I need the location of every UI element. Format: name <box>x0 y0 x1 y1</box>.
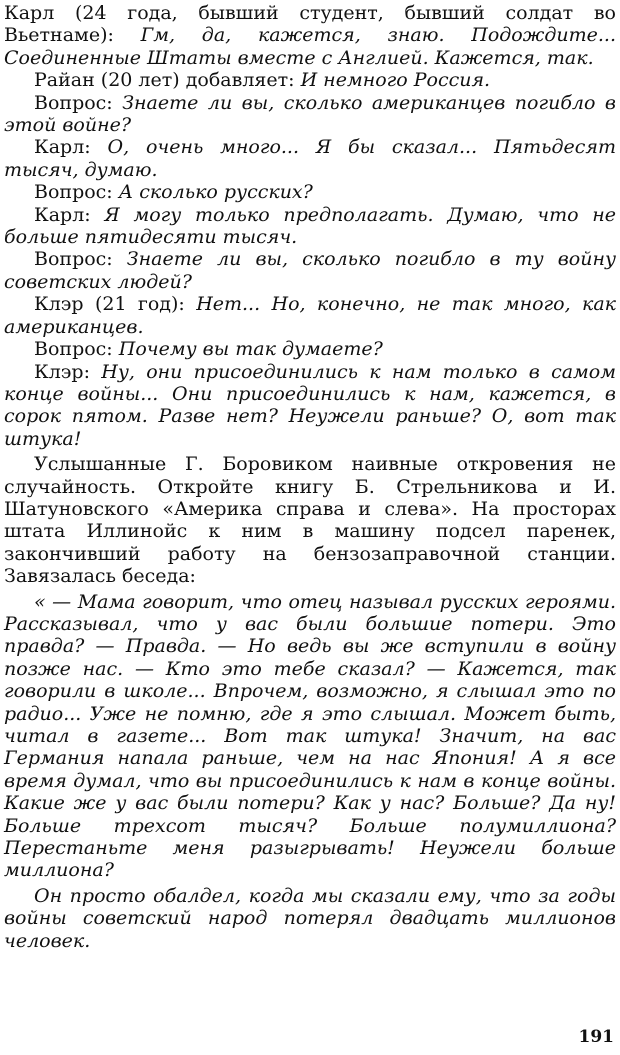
dialogue-line-8 <box>4 293 616 338</box>
dialogue-line-9 <box>4 338 616 360</box>
speech: Ну, они присоединились к нам только в самом конце войны... Они присоединились к нам, кажется, в сорок пятом. Разве нет? Неужели раньше? О, вот так штука! <box>4 360 616 450</box>
speaker: Вопрос: <box>34 91 113 114</box>
dialogue-line-6 <box>4 204 616 249</box>
speaker: Райан (20 лет) добавляет: <box>34 69 295 92</box>
dialogue-line-7 <box>4 248 616 293</box>
dialogue-line-1 <box>4 2 616 69</box>
speech: И немного Россия. <box>300 69 491 92</box>
speech: Гм, да, кажется, знаю. Подождите... Соединенные Штаты вместе с Англией. Кажется, так. <box>4 24 616 69</box>
speech: А сколько русских? <box>118 181 313 204</box>
speech: Знаете ли вы, сколько погибло в ту войну советских людей? <box>4 248 616 293</box>
dialogue-line-3 <box>4 92 616 137</box>
dialogue-line-10 <box>4 361 616 451</box>
speech: Знаете ли вы, сколько американцев погибло в этой войне? <box>4 91 616 137</box>
page-number: 191 <box>578 1027 614 1047</box>
speaker: Карл (24 года, бывший студент, бывший солдат во Вьетнаме): <box>4 2 616 47</box>
speech: О, очень много... Я бы сказал... Пятьдесят тысяч, думаю. <box>4 136 616 181</box>
quoted-dialogue: « — Мама говорит, что отец называл русских героями. Рассказывал, что у вас были большие потери. Это правда? — Правда. — Но ведь вы же вступили в войну позже нас. — Кто это тебе сказал? — Кажется, так говорили в школе... Впрочем, возможно, я слышал это по радио... Уже не помню, где я это слышал. Может быть, читал в газете... Вот так штука! Значит, на вас Германия напала раньше, чем на нас Япония! А я все время думал, что вы присоединились к нам в конце войны. Какие же у вас были потери? Как у нас? Больше? Да ну! Больше трехсот тысяч? Больше полумиллиона? Перестаньте меня разыгрывать! Неужели больше миллиона? <box>4 590 616 882</box>
narrative-paragraph: Услышанные Г. Боровиком наивные откровения не случайность. Откройте книгу Б. Стрельникова и И. Шатуновского «Америка справа и слева». На просторах штата Иллинойс к ним в машину подсел паренек, закончивший работу на бензозаправочной станции. Завязалась беседа: <box>4 453 616 588</box>
closing-paragraph: Он просто обалдел, когда мы сказали ему, что за годы войны советский народ потерял двадцать миллионов человек. <box>4 884 616 952</box>
speaker: Карл: <box>34 136 91 159</box>
speaker: Клэр: <box>34 360 90 383</box>
dialogue-line-4 <box>4 136 616 181</box>
speaker: Вопрос: <box>34 181 113 204</box>
dialogue-line-2 <box>4 69 616 91</box>
speech: Нет... Но, конечно, не так много, как американцев. <box>4 293 616 338</box>
speech: Я могу только предполагать. Думаю, что не больше пятидесяти тысяч. <box>4 203 616 249</box>
speaker: Карл: <box>34 203 91 226</box>
speech: Почему вы так думаете? <box>118 338 383 361</box>
speaker: Вопрос: <box>34 338 113 361</box>
speaker: Клэр (21 год): <box>34 293 185 316</box>
speaker: Вопрос: <box>34 248 113 271</box>
dialogue-line-5 <box>4 181 616 203</box>
